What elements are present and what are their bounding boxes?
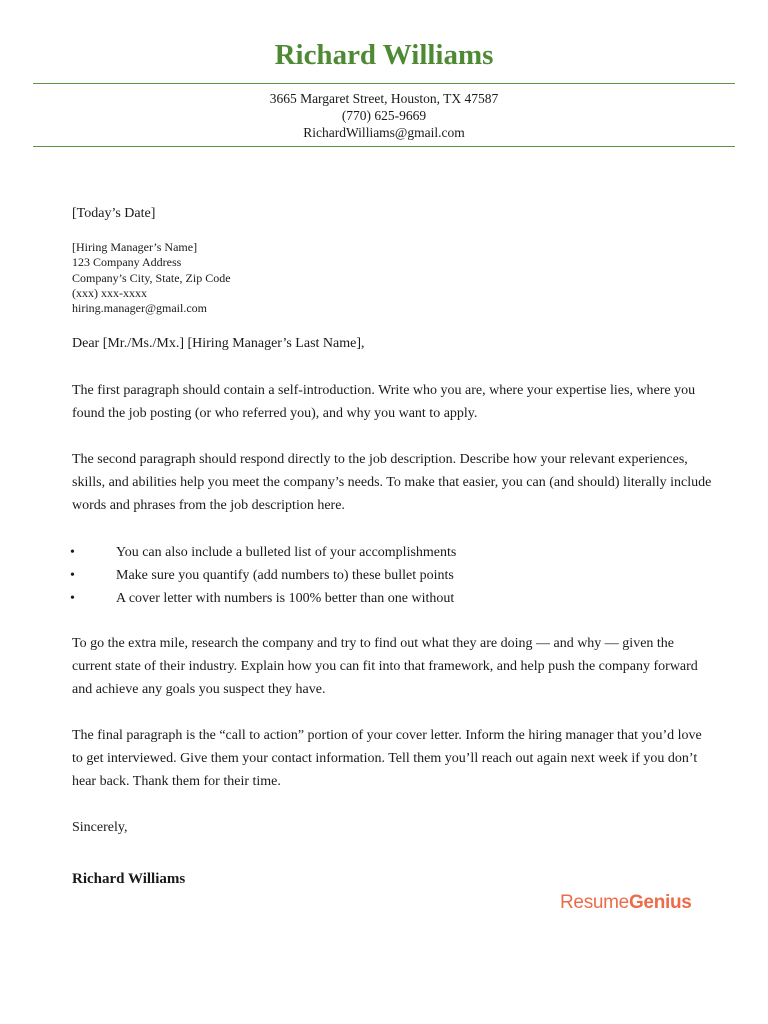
paragraph-call-to-action: The final paragraph is the “call to action” portion of your cover letter. Inform the hiring manager that you’d love to get interviewed. Give them your contact information. Tell them you’ll reach out again next week if you don’t hear back. Thank them for their time. xyxy=(72,728,702,789)
recipient-block xyxy=(72,240,712,316)
recipient-name: [Hiring Manager’s Name] xyxy=(72,240,198,254)
recipient-phone: (xxx) xxx-xxxx xyxy=(72,285,147,300)
recipient-city: Company’s City, State, Zip Code xyxy=(72,270,231,285)
address-line: 3665 Margaret Street, Houston, TX 47587 xyxy=(269,91,499,106)
letter-date: [Today’s Date] xyxy=(72,206,156,221)
closing: Sincerely, xyxy=(72,820,128,835)
bullet-icon: • xyxy=(70,591,75,606)
bullet-icon: • xyxy=(70,545,75,560)
paragraph-job-response: The second paragraph should respond directly to the job description. Describe how your relevant experiences, skills, and abilities help you meet the company’s needs. To make that easier, you can (and should) literally include words and phrases from the job description here. xyxy=(72,452,712,513)
list-item-text: Make sure you quantify (add numbers to) these bullet points xyxy=(116,568,454,583)
list-item xyxy=(72,587,712,610)
list-item-text: You can also include a bulleted list of your accomplishments xyxy=(116,545,457,560)
accomplishments-list xyxy=(72,541,712,610)
paragraph-introduction: The first paragraph should contain a self-introduction. Write who you are, where your expertise lies, where you found the job posting (or who referred you), and why you want to apply. xyxy=(72,383,696,421)
list-item-text: A cover letter with numbers is 100% better than one without xyxy=(116,591,455,606)
logo-text-resume: Resume xyxy=(560,892,629,913)
logo-text-genius: Genius xyxy=(628,892,692,913)
signature-name: Richard Williams xyxy=(72,871,186,887)
header-divider-top xyxy=(33,83,735,84)
list-item xyxy=(72,564,712,587)
recipient-address: 123 Company Address xyxy=(72,255,182,270)
contact-info xyxy=(0,90,768,141)
recipient-email: hiring.manager@gmail.com xyxy=(72,301,208,316)
resume-genius-logo xyxy=(560,891,692,915)
bullet-icon: • xyxy=(70,568,75,583)
header-divider-bottom xyxy=(33,146,735,147)
paragraph-research: To go the extra mile, research the company and try to find out what they are doing — and why — given the current state of their industry. Explain how you can fit into that framework, and help push the company forward and achieve any goals you suspect they have. xyxy=(72,636,698,697)
phone-line: (770) 625-9669 xyxy=(341,108,427,123)
email-line: RichardWilliams@gmail.com xyxy=(303,125,465,140)
salutation: Dear [Mr./Ms./Mx.] [Hiring Manager’s Last Name], xyxy=(72,336,365,351)
list-item xyxy=(72,541,712,564)
applicant-name: Richard Williams xyxy=(274,39,494,71)
